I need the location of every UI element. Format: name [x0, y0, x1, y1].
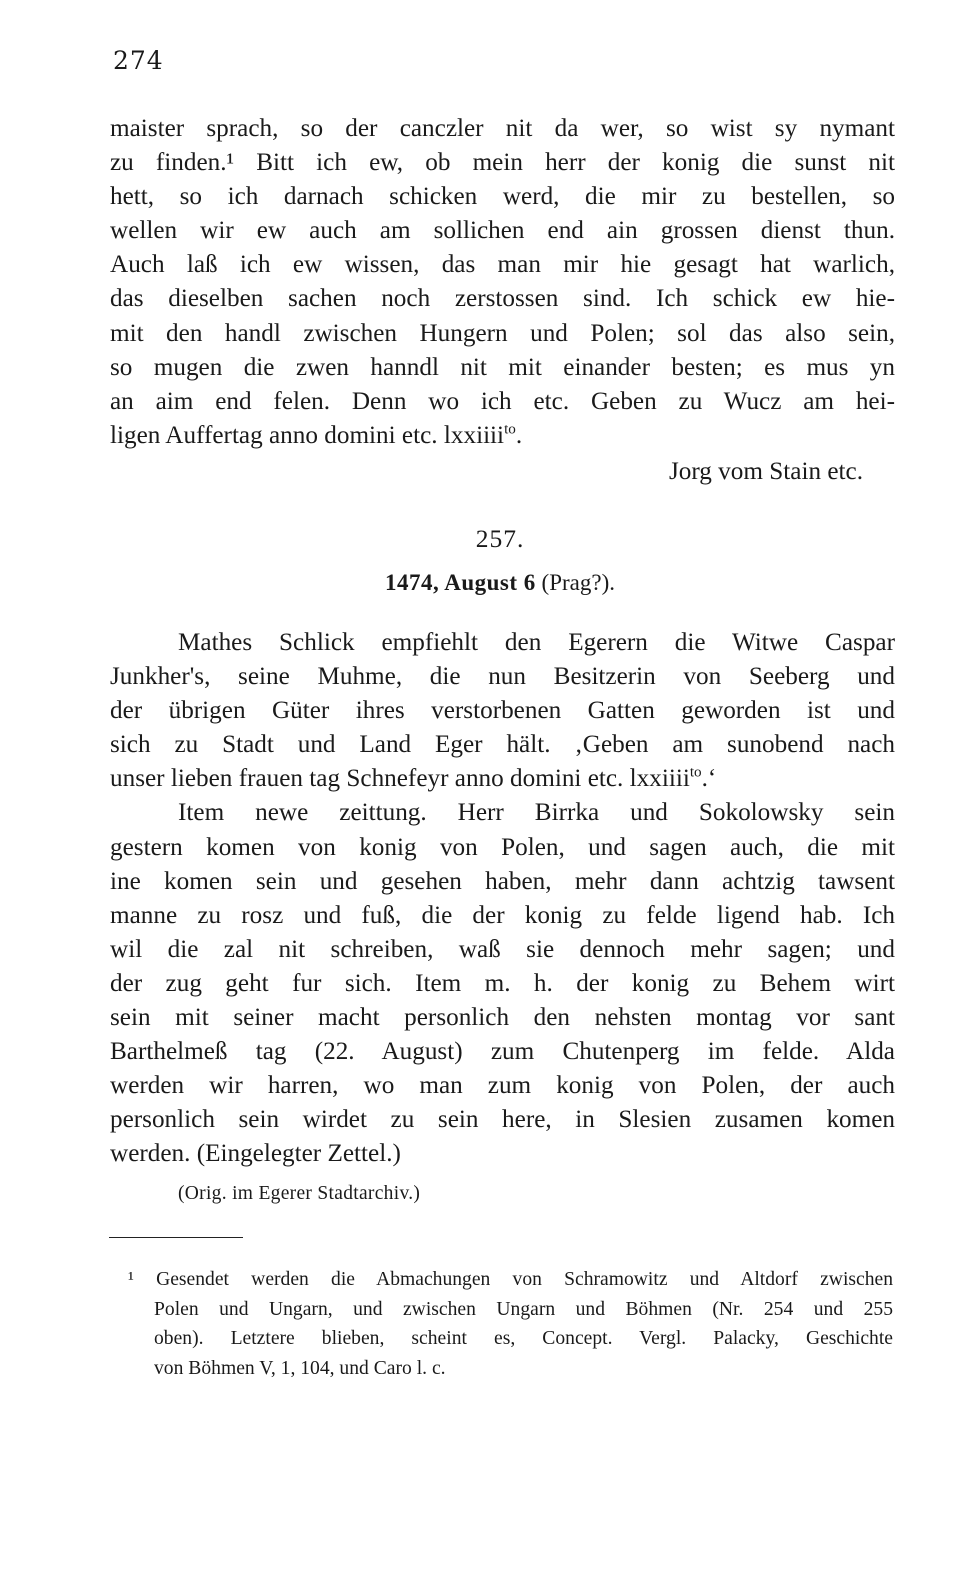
- top-paragraph-line: [110, 112, 895, 146]
- main-paragraph-line: [110, 933, 895, 967]
- main-paragraph-line-text: Junkher's, seine Muhme, die nun Besitzerin von Seeberg und: [110, 663, 895, 691]
- main-paragraph-line-tail: .‘: [701, 765, 717, 793]
- footnote-divider: [109, 1237, 243, 1238]
- main-paragraph-line-text: ine komen sein und gesehen haben, mehr dann achtzig tawsent: [110, 867, 895, 895]
- main-paragraph-line-text: Barthelmeß tag (22. August) zum Chutenperg im felde. Alda: [110, 1038, 895, 1066]
- main-paragraph-line-text: Mathes Schlick empfiehlt den Egerern die Witwe Caspar: [178, 629, 895, 656]
- top-paragraph-line-text: so mugen die zwen hanndl nit mit einander besten; es mus yn: [110, 353, 895, 381]
- main-paragraph-line-text: personlich sein wirdet zu sein here, in Slesien zusamen komen: [110, 1106, 895, 1134]
- top-paragraph-line-text: mit den handl zwischen Hungern und Polen; sol das also sein,: [110, 319, 895, 347]
- main-paragraph-line-text: der übrigen Güter ihres verstorbenen Gatten geworden ist und: [110, 697, 895, 725]
- top-paragraph-line: [110, 317, 895, 351]
- footnote: [128, 1265, 893, 1383]
- top-paragraph-line: [110, 214, 895, 248]
- main-paragraph-line-text: wil die zal nit schreiben, waß sie dennoch mehr sagen; und: [110, 935, 895, 963]
- main-paragraph-line: [110, 694, 895, 728]
- main-paragraph-superscript: to: [689, 764, 702, 781]
- main-paragraph-line: [110, 831, 895, 865]
- top-paragraph-line-text: ligen Auffertag anno domini etc. lxxiiii: [110, 421, 505, 449]
- footnote-line-text: oben). Letztere blieben, scheint es, Concept. Vergl. Palacky, Geschichte: [154, 1328, 893, 1349]
- top-paragraph-line-text: Auch laß ich ew wissen, das man mir hie gesagt hat warlich,: [110, 251, 895, 279]
- footnote-line: [128, 1295, 893, 1325]
- document-date-bold: 1474, August 6: [385, 570, 536, 595]
- footnote-line: [128, 1265, 893, 1295]
- main-paragraph-line-text: gestern komen von konig von Polen, und sagen auch, die mit: [110, 833, 895, 861]
- footnote-line-text: von Böhmen V, 1, 104, und Caro l. c.: [154, 1357, 446, 1379]
- footnote-line-text: Polen und Ungarn, und zwischen Ungarn und Böhmen (Nr. 254 und 255: [154, 1298, 893, 1320]
- top-paragraph-line-text: wellen wir ew auch am sollichen end ain grossen dienst thun.: [110, 217, 895, 245]
- signature: Jorg vom Stain etc.: [668, 458, 863, 485]
- main-paragraph-line: [110, 865, 895, 899]
- top-paragraph-line-text: das dieselben sachen noch zerstossen sind. Ich schick ew hie-: [110, 285, 895, 313]
- main-paragraph-line: [110, 1001, 895, 1035]
- main-paragraph-line: [110, 1137, 895, 1171]
- main-paragraph-line: [110, 660, 895, 694]
- document-date-place: (Prag?).: [541, 570, 615, 595]
- page-number: 274: [113, 46, 164, 75]
- main-paragraph-line: [110, 899, 895, 933]
- footnote-line-text: ¹ Gesendet werden die Abmachungen von Schramowitz und Altdorf zwischen: [128, 1269, 893, 1290]
- document-date: [0, 570, 960, 596]
- top-paragraph-line-text: zu finden.¹ Bitt ich ew, ob mein herr der konig die sunst nit: [110, 149, 895, 177]
- main-paragraph-line-text: werden wir harren, wo man zum konig von Polen, der auch: [110, 1072, 895, 1100]
- top-paragraph-line-text: hett, so ich darnach schicken werd, die mir zu bestellen, so: [110, 183, 895, 211]
- main-paragraph-line: [110, 728, 895, 762]
- top-paragraph-line-text: maister sprach, so der canczler nit da wer, so wist sy nymant: [110, 115, 895, 142]
- top-paragraph-line: [110, 180, 895, 214]
- top-paragraph-line-tail: .: [515, 421, 523, 449]
- source-note: (Orig. im Egerer Stadtarchiv.): [178, 1183, 421, 1204]
- top-paragraph-superscript: to: [504, 421, 516, 438]
- top-paragraph-line: [110, 419, 895, 453]
- main-paragraph-line-text: Item newe zeittung. Herr Birrka und Sokolowsky sein: [178, 799, 895, 827]
- main-paragraph-line-text: sein mit seiner macht personlich den nehsten montag vor sant: [110, 1004, 895, 1032]
- main-paragraph-line: [110, 967, 895, 1001]
- main-paragraph-line: [110, 796, 895, 830]
- main-paragraph-line: [110, 1103, 895, 1137]
- main-paragraph-line: [110, 1035, 895, 1069]
- top-paragraph-line-text: an aim end felen. Denn wo ich etc. Geben zu Wucz am hei-: [110, 387, 895, 415]
- main-paragraph-line-text: werden. (Eingelegter Zettel.): [110, 1140, 401, 1168]
- main-paragraph-line: [110, 1069, 895, 1103]
- main-paragraph-line-text: unser lieben frauen tag Schnefeyr anno domini etc. lxxiiii: [110, 765, 690, 793]
- main-paragraph-line: [110, 762, 895, 796]
- top-paragraph-line: [110, 146, 895, 180]
- top-paragraph-line: [110, 248, 895, 282]
- footnote-line: [128, 1354, 893, 1384]
- top-paragraph-line: [110, 282, 895, 316]
- top-paragraph-line: [110, 351, 895, 385]
- top-paragraph: [110, 112, 895, 453]
- document-number: 257.: [475, 524, 525, 553]
- main-paragraph-line-text: der zug geht fur sich. Item m. h. der konig zu Behem wirt: [110, 969, 895, 997]
- main-paragraph: [110, 626, 895, 1172]
- top-paragraph-line: [110, 385, 895, 419]
- main-paragraph-line: [110, 626, 895, 660]
- main-paragraph-line-text: sich zu Stadt und Land Eger hält. ‚Geben am sunobend nach: [110, 731, 895, 759]
- main-paragraph-line-text: manne zu rosz und fuß, die der konig zu felde ligend hab. Ich: [110, 901, 895, 929]
- footnote-line: [128, 1324, 893, 1354]
